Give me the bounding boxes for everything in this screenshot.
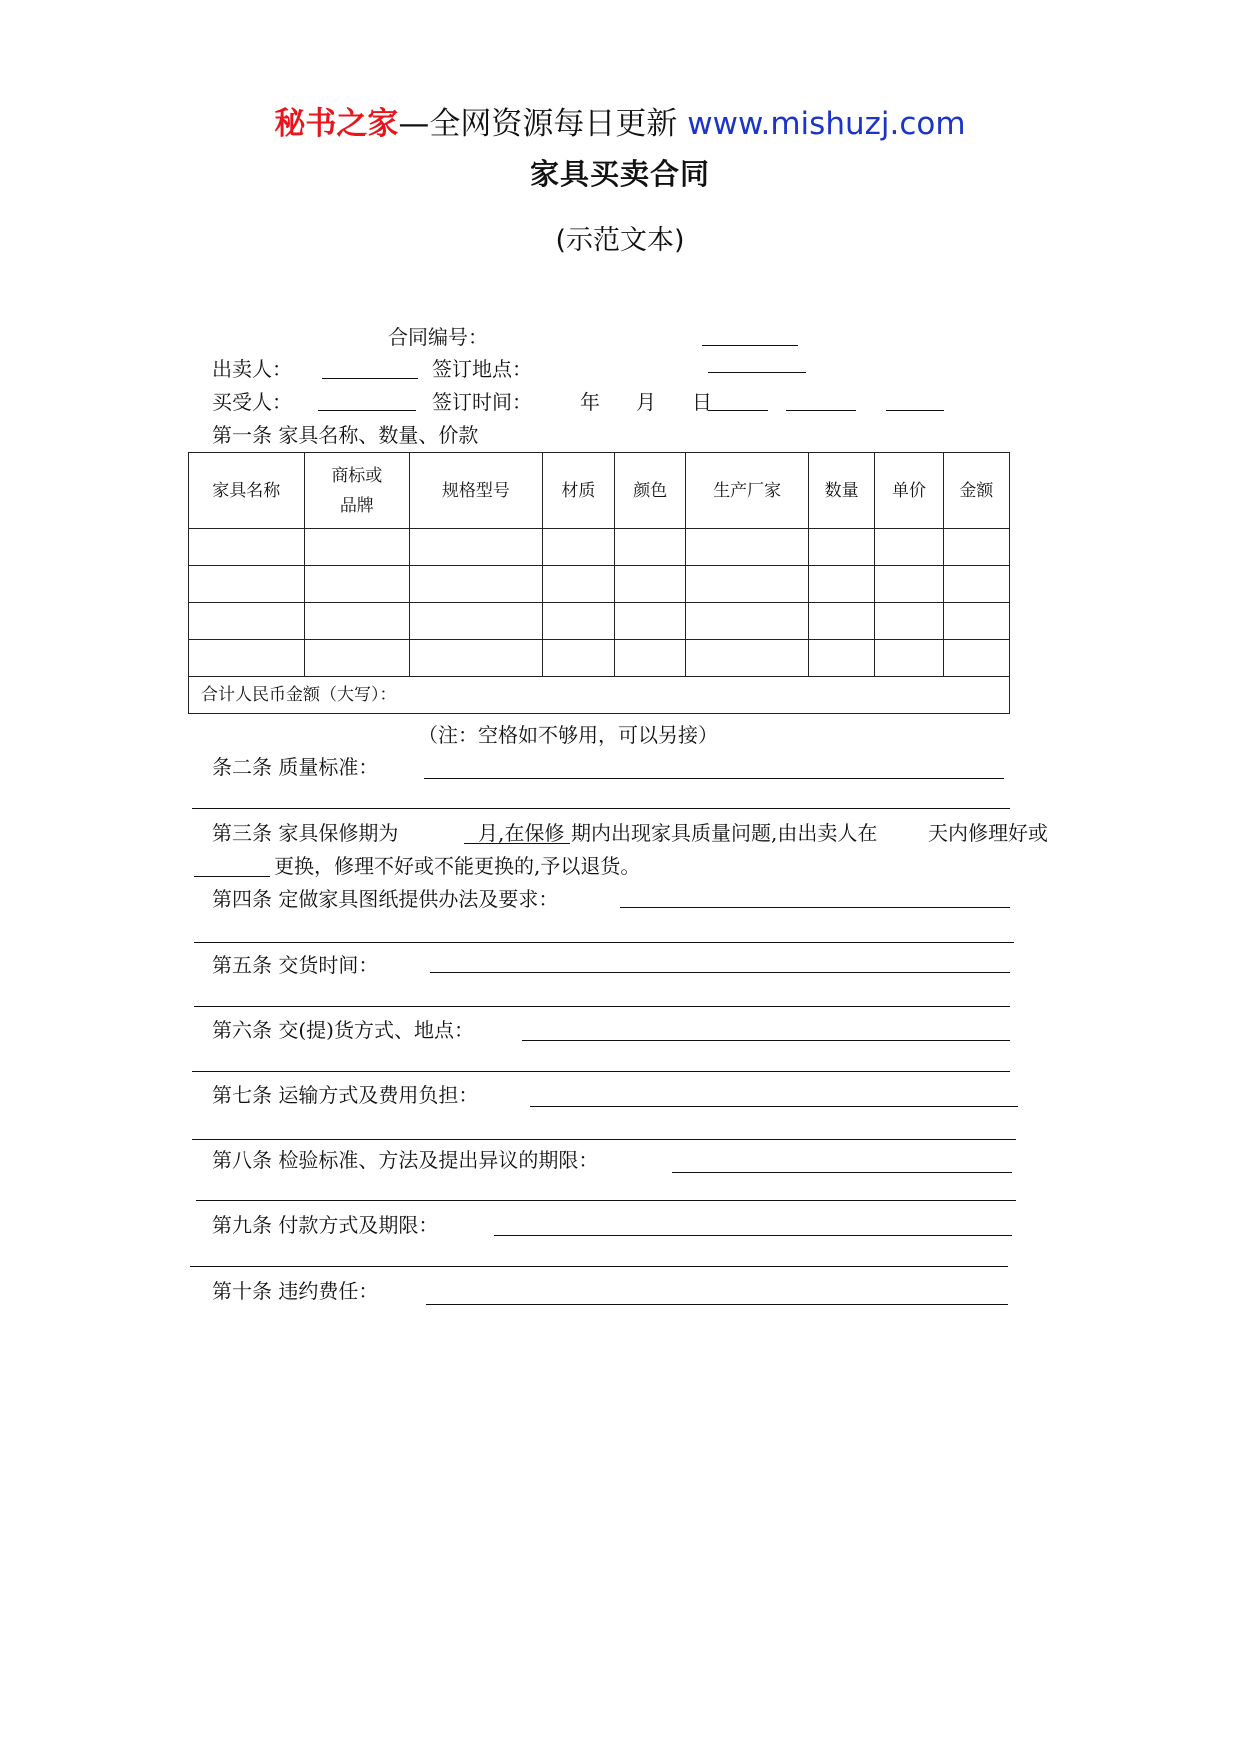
article-7-blank-2[interactable] — [192, 1139, 1016, 1140]
table-cell[interactable] — [808, 566, 874, 603]
article-3-part1: 第三条 家具保修期为 — [212, 821, 399, 845]
col-header-brand — [304, 453, 410, 529]
article-3-part2: 月,在保修 — [478, 821, 565, 845]
col-header-brand-line2: 品牌 — [339, 495, 374, 516]
article-4-blank[interactable] — [620, 907, 1010, 908]
table-cell[interactable] — [189, 566, 305, 603]
sign-time-label: 签订时间： — [432, 390, 532, 414]
table-cell[interactable] — [542, 603, 614, 640]
year-label: 年 — [580, 390, 600, 414]
col-header-price: 单价 — [875, 453, 943, 529]
warranty-months-blank[interactable] — [464, 843, 570, 844]
col-header-qty: 数量 — [808, 453, 874, 529]
seller-label: 出卖人： — [212, 357, 292, 381]
table-row — [189, 529, 1010, 566]
furniture-table — [188, 452, 1010, 714]
table-cell[interactable] — [686, 603, 809, 640]
table-cell[interactable] — [808, 640, 874, 677]
article-7-blank[interactable] — [530, 1106, 1018, 1107]
article-2-blank-2[interactable] — [192, 808, 1010, 809]
article-1-heading: 第一条 家具名称、数量、价款 — [212, 423, 479, 447]
article-5: 第五条 交货时间： — [212, 953, 379, 977]
table-cell[interactable] — [943, 640, 1009, 677]
table-cell[interactable] — [808, 603, 874, 640]
table-cell[interactable] — [686, 566, 809, 603]
table-cell[interactable] — [615, 640, 686, 677]
table-cell[interactable] — [304, 603, 410, 640]
table-cell[interactable] — [189, 603, 305, 640]
table-row — [189, 603, 1010, 640]
table-cell[interactable] — [304, 640, 410, 677]
article-3-part3: 期内出现家具质量问题,由出卖人在 — [571, 821, 878, 845]
col-header-spec: 规格型号 — [410, 453, 543, 529]
table-row — [189, 566, 1010, 603]
table-cell[interactable] — [615, 566, 686, 603]
table-cell[interactable] — [943, 529, 1009, 566]
article-4-blank-2[interactable] — [194, 942, 1014, 943]
article-3-part4: 天内修理好或 — [928, 821, 1048, 845]
table-cell[interactable] — [542, 566, 614, 603]
article-6: 第六条 交(提)货方式、地点： — [212, 1018, 474, 1042]
seller-blank[interactable] — [322, 378, 418, 379]
col-header-material: 材质 — [542, 453, 614, 529]
article-5-blank[interactable] — [430, 972, 1010, 973]
table-cell[interactable] — [943, 603, 1009, 640]
article-3-line2: 更换，修理不好或不能更换的,予以退货。 — [274, 854, 641, 878]
table-cell[interactable] — [875, 566, 943, 603]
buyer-blank[interactable] — [318, 410, 416, 411]
contract-no-blank[interactable] — [702, 345, 798, 346]
site-banner — [0, 102, 1240, 146]
contract-no-label: 合同编号： — [388, 325, 488, 349]
table-cell[interactable] — [304, 529, 410, 566]
article-3-blank[interactable] — [194, 876, 270, 877]
document-title: 家具买卖合同 — [529, 157, 710, 191]
article-2-blank[interactable] — [424, 778, 1004, 779]
table-header-row — [189, 453, 1010, 529]
article-9-blank-2[interactable] — [190, 1266, 1008, 1267]
table-cell[interactable] — [943, 566, 1009, 603]
article-8-blank[interactable] — [672, 1172, 1012, 1173]
table-cell[interactable] — [410, 603, 543, 640]
article-6-blank-2[interactable] — [192, 1071, 1010, 1072]
table-cell[interactable] — [304, 566, 410, 603]
col-header-brand-line1: 商标或 — [331, 465, 383, 486]
article-9: 第九条 付款方式及期限： — [212, 1213, 439, 1237]
article-7: 第七条 运输方式及费用负担： — [212, 1083, 479, 1107]
table-cell[interactable] — [410, 566, 543, 603]
buyer-label: 买受人： — [212, 390, 292, 414]
table-cell[interactable] — [410, 640, 543, 677]
article-10-blank[interactable] — [426, 1304, 1008, 1305]
table-cell[interactable] — [615, 603, 686, 640]
table-cell[interactable] — [875, 640, 943, 677]
day-label: 日 — [692, 390, 712, 414]
document-subtitle: (示范文本) — [555, 225, 685, 256]
table-total-row — [189, 677, 1010, 714]
table-cell[interactable] — [686, 529, 809, 566]
total-amount-label: 合计人民币金额（大写）： — [189, 677, 1010, 714]
table-cell[interactable] — [542, 640, 614, 677]
table-cell[interactable] — [875, 529, 943, 566]
article-4: 第四条 定做家具图纸提供办法及要求： — [212, 887, 559, 911]
banner-brand: 秘书之家 — [274, 106, 399, 142]
sign-place-label: 签订地点： — [432, 357, 532, 381]
table-cell[interactable] — [189, 640, 305, 677]
date-blank-1[interactable] — [708, 410, 768, 411]
table-cell[interactable] — [615, 529, 686, 566]
article-9-blank[interactable] — [494, 1235, 1012, 1236]
article-5-blank-2[interactable] — [194, 1006, 1010, 1007]
table-cell[interactable] — [189, 529, 305, 566]
col-header-amount: 金额 — [943, 453, 1009, 529]
banner-url[interactable]: www.mishuzj.com — [687, 106, 966, 142]
article-2: 条二条 质量标准： — [212, 755, 379, 779]
date-blank-3[interactable] — [886, 410, 944, 411]
table-row — [189, 640, 1010, 677]
article-6-blank[interactable] — [522, 1040, 1010, 1041]
table-cell[interactable] — [808, 529, 874, 566]
table-cell[interactable] — [686, 640, 809, 677]
table-cell[interactable] — [542, 529, 614, 566]
col-header-name: 家具名称 — [189, 453, 305, 529]
col-header-color: 颜色 — [615, 453, 686, 529]
table-cell[interactable] — [410, 529, 543, 566]
article-8-blank-2[interactable] — [196, 1200, 1016, 1201]
sign-place-blank[interactable] — [708, 372, 806, 373]
table-cell[interactable] — [875, 603, 943, 640]
month-label: 月 — [636, 390, 656, 414]
banner-tagline: —全网资源每日更新 — [398, 106, 678, 142]
article-8: 第八条 检验标准、方法及提出异议的期限： — [212, 1148, 599, 1172]
article-10: 第十条 违约费任： — [212, 1279, 379, 1303]
table-note: （注：空格如不够用，可以另接） — [418, 723, 718, 747]
col-header-maker: 生产厂家 — [686, 453, 809, 529]
date-blank-2[interactable] — [786, 410, 856, 411]
